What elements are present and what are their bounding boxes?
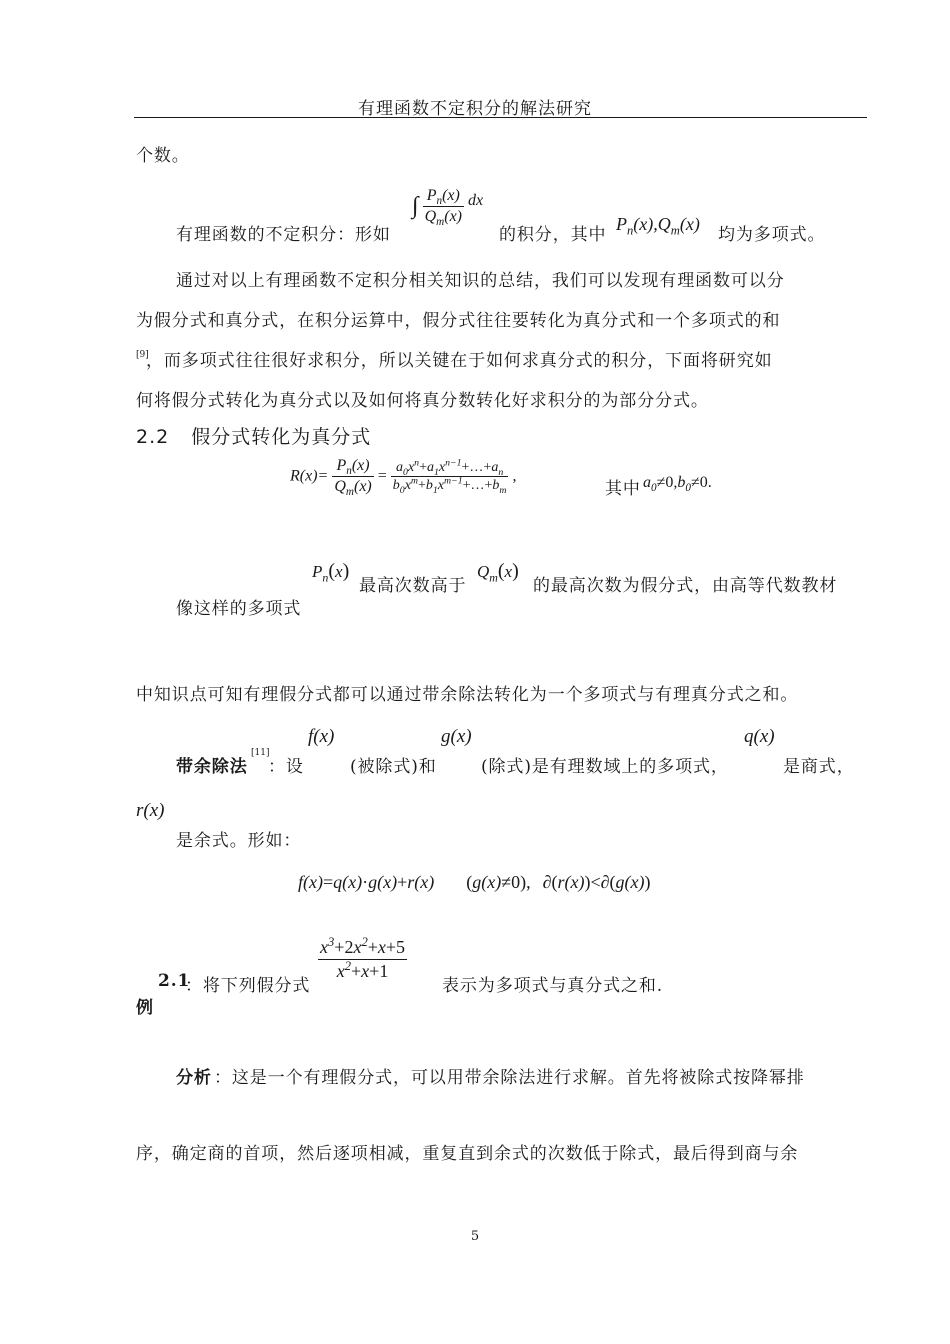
example-number: 2.1 [158,971,191,991]
integral-formula: ∫ $\frac{P_n(x)}{Q_m(x)}$ dx [412,187,484,229]
para3-line2: 中知识点可知有理假分式都可以通过带余除法转化为一个多项式与有理真分式之和。 [136,685,799,705]
analysis-label: 分析 [176,1068,212,1088]
para2-line4: 何将假分式转化为真分式以及如何将真分数转化好求积分的为部分分式。 [136,391,709,411]
formula-condition-text: 其中 [605,479,641,499]
division-term: 带余除法 [176,757,248,777]
division-formula: f(x)=q(x)·g(x)+r(x) (g(x)≠0), ∂(r(x))<∂(g(x)) [298,872,651,892]
r-x: r(x) [136,800,165,821]
page-number: 5 [470,1229,480,1244]
rational-function-formula: R(x)= $\frac{P_n(x)}{Q_m(x)}$ = $\frac{a_0x^n+a_1x^{n-1}+\dots+a_n}{b_0x^m+b_1x^{m-1}+\dots+b_m}$ , [290,456,517,499]
qm-x: $Q_m(x)$ [477,560,519,585]
q-x: q(x) [744,726,775,747]
f-x: f(x) [308,726,335,747]
para1-tail: 均为多项式。 [718,225,826,245]
pn-x: $P_n(x)$ [312,560,350,585]
formula-condition: $a_0\ne 0,b_0\ne 0$. [643,474,712,495]
example-lead: ：将下列假分式 [185,976,311,996]
para3-text-b: 的最高次数为假分式，由高等代数教材 [533,576,838,596]
para2-line3: ，而多项式往往很好求积分，所以关键在于如何求真分式的积分，下面将研究如 [146,351,773,371]
division-dividend: (被除式)和 [350,757,437,777]
division-remainder: 是余式。形如： [176,831,302,851]
polynomials-pq: $P_n(x),Q_m(x)$ [616,214,700,238]
para1-mid: 的积分，其中 [499,225,607,245]
division-quotient: 是商式， [783,757,855,777]
header-divider [134,117,867,118]
citation-9-text: [9] [136,350,149,360]
para1-lead: 有理函数的不定积分：形如 [176,225,391,245]
citation-11-text: [11] [251,748,270,758]
example-fraction: $\frac{x^3+2x^2+x+5}{x^2+x+1}$ [320,935,406,981]
example-label: 例 [136,998,154,1018]
division-colon: ：设 [268,757,304,777]
citation-11 [251,740,269,759]
page-header-title: 有理函数不定积分的解法研究 [358,99,592,119]
para2-line2: 为假分式和真分式，在积分运算中，假分式往往要转化为真分式和一个多项式的和 [136,311,781,331]
g-x: g(x) [441,726,472,747]
example-tail: 表示为多项式与真分式之和. [442,976,664,996]
para2-line1: 通过对以上有理函数不定积分相关知识的总结，我们可以发现有理函数可以分 [176,271,785,291]
division-divisor: (除式)是有理数域上的多项式， [481,757,729,777]
analysis-line2: 序，确定商的首项，然后逐项相减，重复直到余式的次数低于除式，最后得到商与余 [136,1144,799,1164]
para3-prefix: 像这样的多项式 [176,599,302,619]
analysis-line1: ：这是一个有理假分式，可以用带余除法进行求解。首先将被除式按降幂排 [214,1068,805,1088]
section-heading [136,422,371,449]
para3-text-a: 最高次数高于 [359,576,467,596]
section-number: 2.2 [136,426,170,448]
section-title: 假分式转化为真分式 [191,426,372,448]
paragraph-continuation: 个数。 [136,146,190,166]
